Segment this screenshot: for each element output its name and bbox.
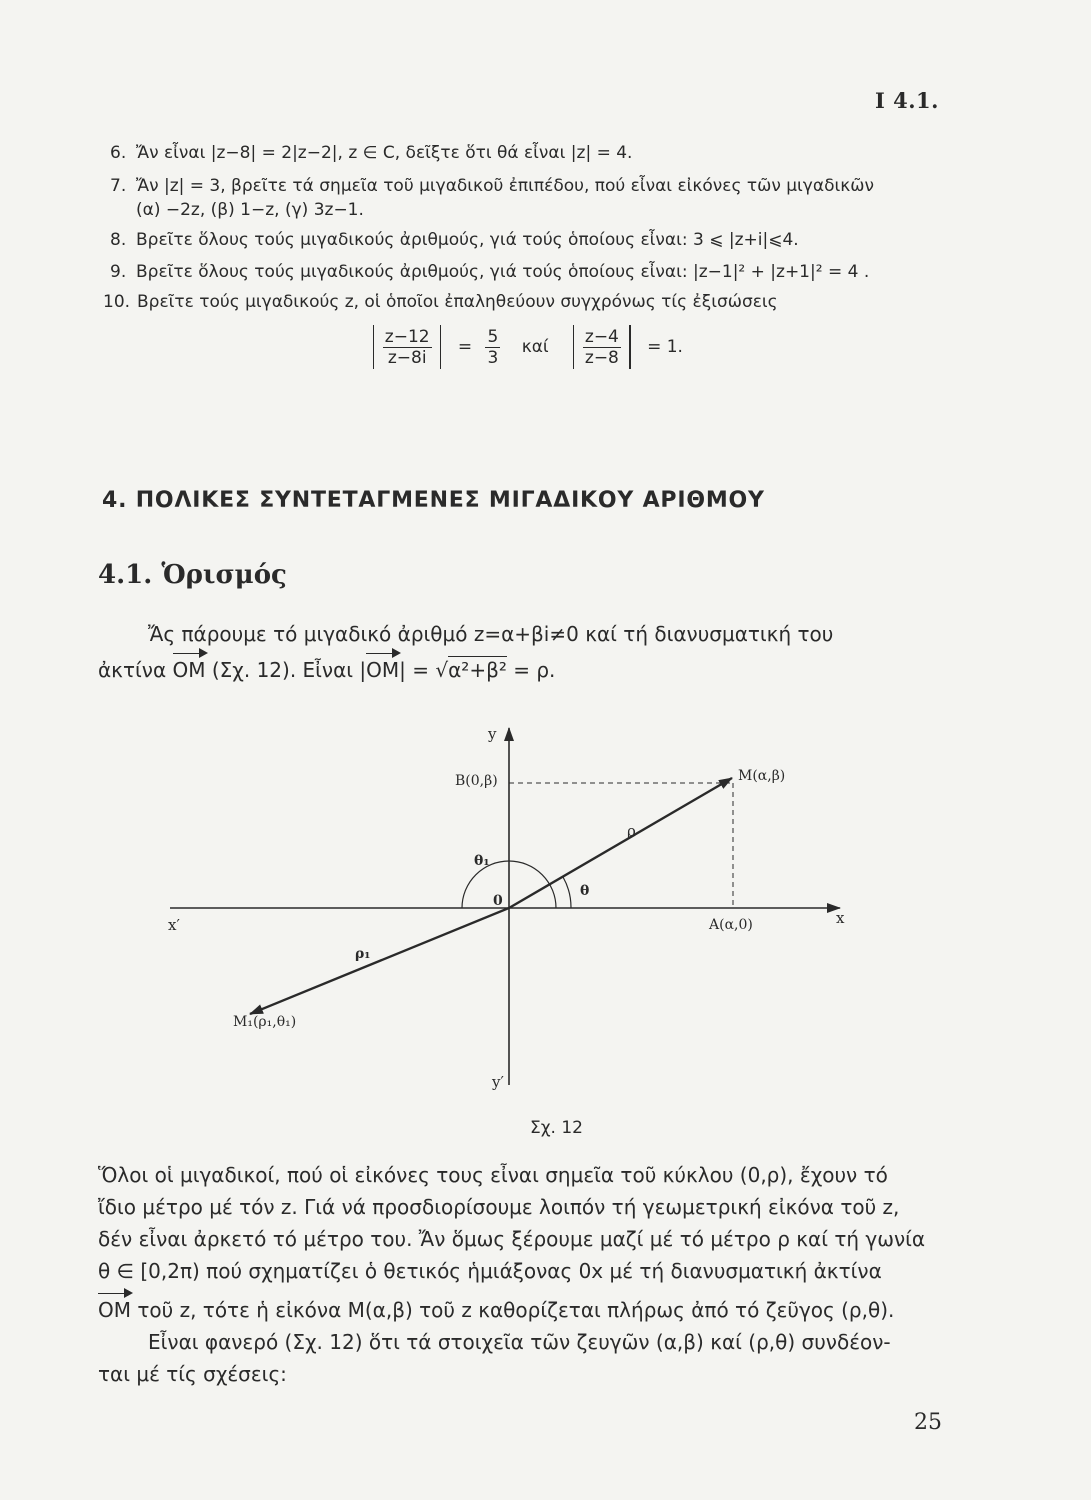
exercise-text: Ἄν |z| = 3, βρεῖτε τά σημεῖα τοῦ μιγαδικοῦ ἐπιπέδου, πού εἶναι εἰκόνες τῶν μιγαδικῶν [136, 176, 874, 196]
body-line-1: Ὅλοι οἱ μιγαδικοί, πού οἱ εἰκόνες τους εἶναι σημεῖα τοῦ κύκλου (0,ρ), ἔχουν τό [98, 1163, 888, 1187]
body-line-6: Εἶναι φανερό (Σχ. 12) ὅτι τά στοιχεῖα τῶν ζευγῶν (α,β) καί (ρ,θ) συνδέον- [148, 1330, 891, 1354]
label-m1: M₁(ρ₁,θ₁) [233, 1014, 297, 1030]
text: | = √ [399, 658, 449, 682]
exercise-text: Βρεῖτε ὅλους τούς μιγαδικούς ἀριθμούς, γιά τούς ὁποίους εἶναι: |z−1|² + |z+1|² = 4 . [136, 262, 870, 282]
text: (Σχ. 12). Εἶναι | [205, 658, 367, 682]
body-line-5 [98, 1298, 894, 1322]
exercise-number: 7. [110, 176, 127, 196]
label-theta: θ [580, 883, 590, 899]
vector-om1-arrow [250, 908, 509, 1014]
vector-om: OM [98, 1298, 131, 1322]
label-a: A(α,0) [709, 917, 753, 933]
exercise-text: (α) −2z, (β) 1−z, (γ) 3z−1. [136, 200, 364, 220]
sqrt-argument: α²+β² [448, 658, 507, 682]
vector-om-arrow [509, 778, 732, 908]
body-line-2: ἴδιο μέτρο μέ τόν z. Γιά νά προσδιορίσουμε λοιπόν τή γεωμετρική εἰκόνα τοῦ z, [98, 1195, 900, 1219]
exercise-text: Βρεῖτε ὅλους τούς μιγαδικούς ἀριθμούς, γιά τούς ὁποίους εἶναι: 3 ⩽ |z+i|⩽4. [136, 230, 799, 250]
numerator: z−4 [584, 326, 619, 347]
text: = ρ. [506, 658, 556, 682]
body-line-7: ται μέ τίς σχέσεις: [98, 1362, 287, 1386]
label-y: y [488, 725, 497, 743]
page-number: 25 [914, 1410, 942, 1435]
label-m: M(α,β) [738, 768, 786, 784]
section-title: 4. ΠΟΛΙΚΕΣ ΣΥΝΤΕΤΑΓΜΕΝΕΣ ΜΙΓΑΔΙΚΟΥ ΑΡΙΘΜΟΥ [102, 488, 765, 513]
label-x: x [836, 909, 845, 927]
vector-om: OM [172, 658, 206, 682]
running-head: I 4.1. [875, 88, 939, 113]
numerator: 5 [487, 326, 499, 347]
subsection-title: 4.1. Ὁρισμός [98, 560, 287, 590]
exercise-number: 9. [110, 262, 127, 282]
exercise-text: Βρεῖτε τούς μιγαδικούς z, οἱ ὁποῖοι ἐπαληθεύουν συγχρόνως τίς ἐξισώσεις [137, 292, 778, 312]
equals-one: = 1. [647, 337, 683, 357]
label-rho: ρ [627, 822, 636, 840]
label-y-neg: y′ [492, 1073, 504, 1091]
angle-theta-arc [563, 877, 571, 908]
conjunction: καί [521, 337, 549, 357]
vector-om: OM [366, 658, 400, 682]
intro-line-1: Ἄς πάρουμε τό μιγαδικό ἀριθμό z=α+βi≠0 καί τή διανυσματική του [148, 622, 834, 646]
denominator: z−8 [584, 347, 619, 368]
text: ἀκτίνα [98, 658, 173, 682]
label-b: B(0,β) [455, 773, 498, 789]
body-line-4: θ ∈ [0,2π) πού σχηματίζει ὁ θετικός ἡμιάξονας 0x μέ τή διανυσματική ἀκτίνα [98, 1259, 882, 1283]
denominator: 3 [487, 347, 499, 368]
text: τοῦ z, τότε ἡ εἰκόνα M(α,β) τοῦ z καθορίζεται πλήρως ἀπό τό ζεῦγος (ρ,θ). [131, 1298, 895, 1322]
label-theta1: θ₁ [474, 853, 490, 869]
body-line-3: δέν εἶναι ἀρκετό τό μέτρο του. Ἄν ὅμως ξέρουμε μαζί μέ τό μέτρο ρ καί τή γωνία [98, 1227, 926, 1251]
denominator: z−8i [387, 347, 427, 368]
label-rho1: ρ₁ [355, 946, 371, 962]
numerator: z−12 [384, 326, 430, 347]
equals-sign: = [457, 337, 473, 357]
label-origin: 0 [493, 893, 503, 909]
exercise-text: Ἄν εἶναι |z−8| = 2|z−2|, z ∈ C, δεῖξτε ὅτι θά εἶναι |z| = 4. [136, 143, 633, 163]
label-x-neg: x′ [168, 916, 180, 934]
exercise-number: 10. [103, 292, 131, 312]
figure-caption: Σχ. 12 [530, 1118, 584, 1138]
exercise-number: 8. [110, 230, 127, 250]
exercise-number: 6. [110, 143, 127, 163]
